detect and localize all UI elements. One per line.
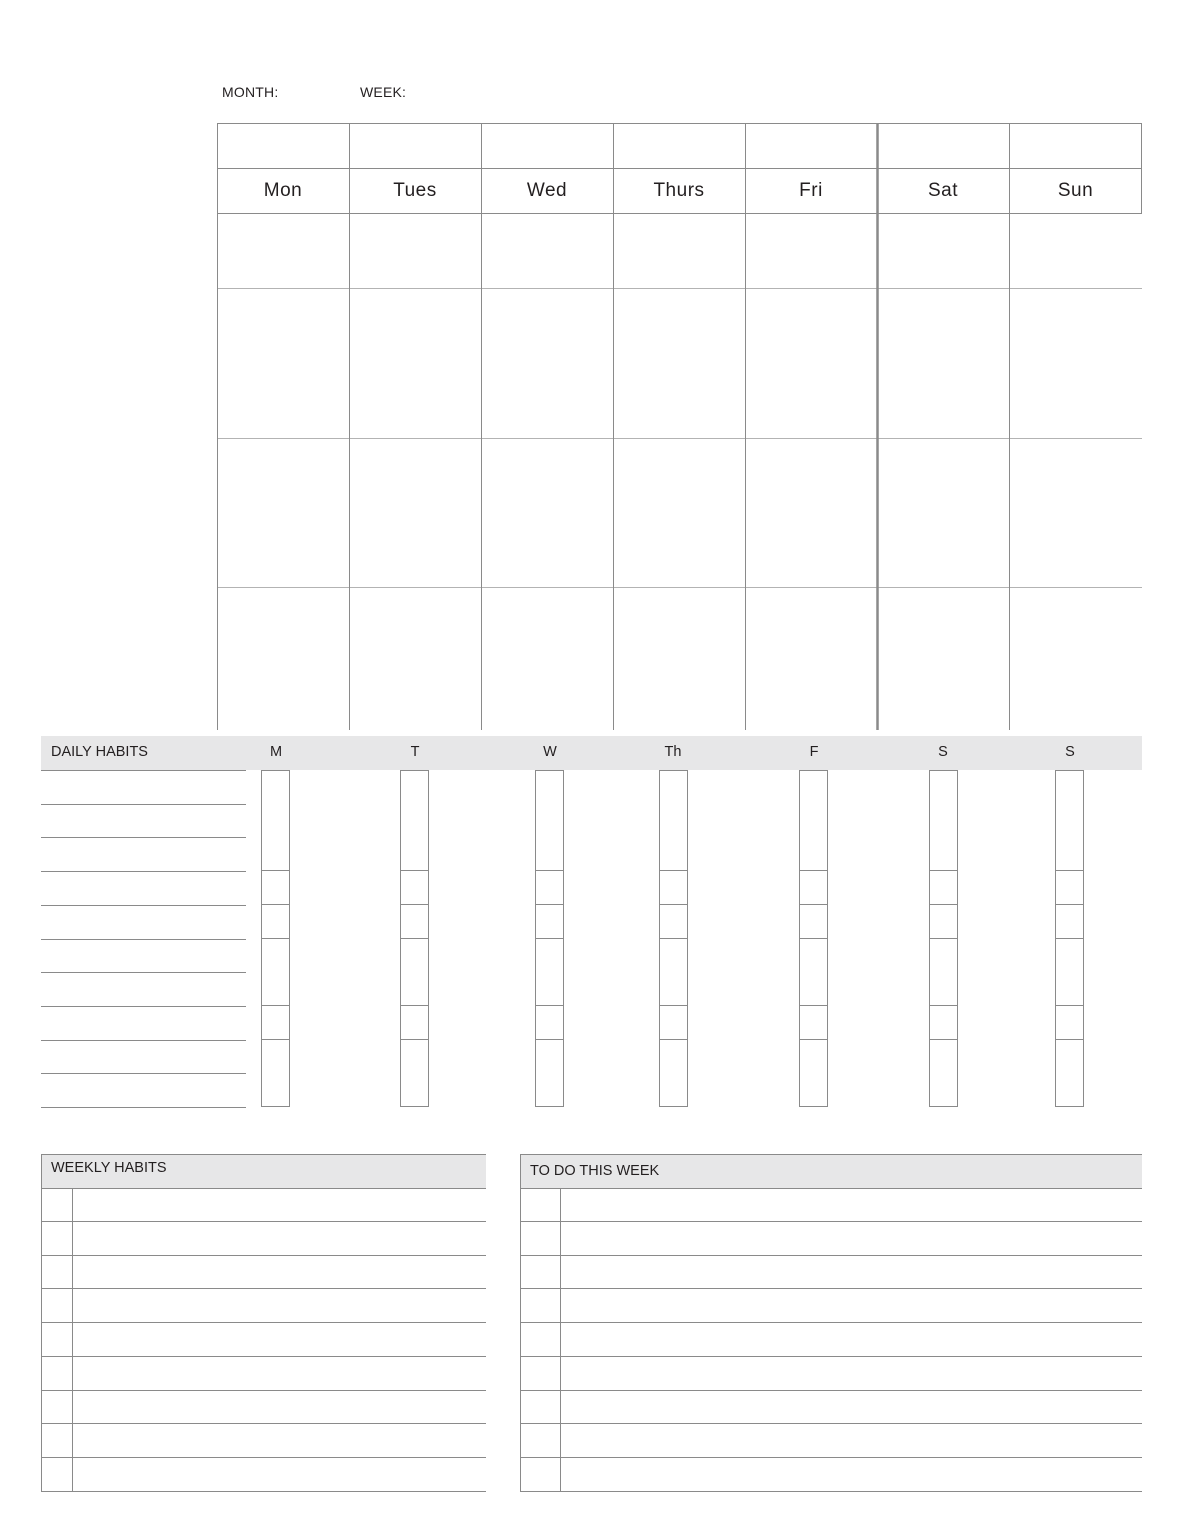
habit-checkbox[interactable] bbox=[400, 1040, 429, 1074]
checkbox-column bbox=[535, 770, 564, 1107]
list-row-checkbox[interactable] bbox=[521, 1222, 561, 1255]
habit-checkbox[interactable] bbox=[659, 972, 688, 1006]
daily-day-m: M bbox=[269, 744, 283, 760]
habit-checkbox[interactable] bbox=[1055, 939, 1084, 973]
daily-day-w: W bbox=[543, 744, 557, 760]
list-row[interactable] bbox=[520, 1390, 1142, 1424]
list-row[interactable] bbox=[520, 1255, 1142, 1289]
day-header-fri: Fri bbox=[799, 180, 823, 201]
habit-checkbox[interactable] bbox=[659, 905, 688, 939]
habit-checkbox[interactable] bbox=[1055, 804, 1084, 838]
habit-checkbox[interactable] bbox=[261, 905, 290, 939]
daily-day-s2: S bbox=[1065, 744, 1075, 760]
habit-checkbox[interactable] bbox=[929, 1006, 958, 1040]
list-row[interactable] bbox=[520, 1424, 1142, 1458]
habit-line[interactable] bbox=[41, 1040, 246, 1041]
habit-checkbox[interactable] bbox=[400, 804, 429, 838]
habit-checkbox[interactable] bbox=[929, 1073, 958, 1107]
habit-checkbox[interactable] bbox=[400, 1073, 429, 1107]
habit-checkbox[interactable] bbox=[261, 1040, 290, 1074]
habit-checkbox[interactable] bbox=[261, 939, 290, 973]
day-header-mon: Mon bbox=[263, 180, 303, 201]
habit-line[interactable] bbox=[41, 804, 246, 805]
habit-checkbox[interactable] bbox=[799, 871, 828, 905]
habit-checkbox[interactable] bbox=[261, 871, 290, 905]
daily-day-f: F bbox=[809, 744, 819, 760]
habit-checkbox[interactable] bbox=[799, 837, 828, 871]
habit-checkbox[interactable] bbox=[659, 1073, 688, 1107]
habit-checkbox[interactable] bbox=[799, 972, 828, 1006]
habit-checkbox[interactable] bbox=[1055, 837, 1084, 871]
habit-checkbox[interactable] bbox=[799, 770, 828, 805]
habit-checkbox[interactable] bbox=[535, 770, 564, 805]
habit-checkbox[interactable] bbox=[799, 804, 828, 838]
list-row-checkbox[interactable] bbox=[42, 1289, 73, 1322]
habit-checkbox[interactable] bbox=[261, 1073, 290, 1107]
habit-checkbox[interactable] bbox=[535, 837, 564, 871]
weekly-habits-title: WEEKLY HABITS bbox=[51, 1160, 167, 1176]
habit-checkbox[interactable] bbox=[929, 871, 958, 905]
habit-checkbox[interactable] bbox=[1055, 1073, 1084, 1107]
list-row[interactable] bbox=[41, 1357, 486, 1391]
habit-checkbox[interactable] bbox=[799, 1073, 828, 1107]
list-row[interactable] bbox=[41, 1255, 486, 1289]
list-row[interactable] bbox=[41, 1390, 486, 1424]
todo-table bbox=[520, 1154, 1142, 1492]
habit-checkbox[interactable] bbox=[400, 972, 429, 1006]
habit-line[interactable] bbox=[41, 1006, 246, 1007]
habit-line[interactable] bbox=[41, 871, 246, 872]
list-row[interactable] bbox=[520, 1188, 1142, 1222]
habit-checkbox[interactable] bbox=[929, 905, 958, 939]
habit-line[interactable] bbox=[41, 972, 246, 973]
habit-checkbox[interactable] bbox=[1055, 905, 1084, 939]
list-row-checkbox[interactable] bbox=[521, 1390, 561, 1423]
checkbox-column bbox=[929, 770, 958, 1107]
habit-checkbox[interactable] bbox=[261, 770, 290, 805]
habit-line[interactable] bbox=[41, 770, 246, 771]
list-row[interactable] bbox=[41, 1289, 486, 1323]
habit-checkbox[interactable] bbox=[1055, 871, 1084, 905]
habit-checkbox[interactable] bbox=[261, 837, 290, 871]
habit-checkbox[interactable] bbox=[1055, 972, 1084, 1006]
habit-checkbox[interactable] bbox=[659, 1006, 688, 1040]
list-row[interactable] bbox=[520, 1222, 1142, 1256]
habit-checkbox[interactable] bbox=[261, 1006, 290, 1040]
list-row-checkbox[interactable] bbox=[42, 1189, 73, 1221]
todo-title: TO DO THIS WEEK bbox=[530, 1163, 660, 1179]
habit-checkbox[interactable] bbox=[535, 1040, 564, 1074]
list-row-checkbox[interactable] bbox=[521, 1357, 561, 1390]
list-row-checkbox[interactable] bbox=[42, 1323, 73, 1356]
list-row-checkbox[interactable] bbox=[521, 1458, 561, 1491]
list-row[interactable] bbox=[520, 1357, 1142, 1391]
list-row-checkbox[interactable] bbox=[521, 1424, 561, 1457]
habit-checkbox[interactable] bbox=[659, 939, 688, 973]
habit-checkbox[interactable] bbox=[929, 972, 958, 1006]
list-row-checkbox[interactable] bbox=[42, 1255, 73, 1288]
habit-line[interactable] bbox=[41, 837, 246, 838]
daily-day-th: Th bbox=[664, 744, 682, 760]
checkbox-column bbox=[400, 770, 429, 1107]
habit-checkbox[interactable] bbox=[535, 804, 564, 838]
list-row-checkbox[interactable] bbox=[42, 1222, 73, 1255]
list-row-checkbox[interactable] bbox=[521, 1323, 561, 1356]
habit-line[interactable] bbox=[41, 905, 246, 906]
habit-checkbox[interactable] bbox=[929, 1040, 958, 1074]
list-row-checkbox[interactable] bbox=[521, 1189, 561, 1221]
list-row-checkbox[interactable] bbox=[521, 1289, 561, 1322]
habit-checkbox[interactable] bbox=[261, 972, 290, 1006]
habit-checkbox[interactable] bbox=[400, 871, 429, 905]
habit-checkbox[interactable] bbox=[929, 939, 958, 973]
habit-checkbox[interactable] bbox=[535, 972, 564, 1006]
habit-checkbox[interactable] bbox=[799, 939, 828, 973]
habit-checkbox[interactable] bbox=[659, 871, 688, 905]
habit-checkbox[interactable] bbox=[400, 770, 429, 805]
habit-checkbox[interactable] bbox=[535, 1073, 564, 1107]
habit-checkbox[interactable] bbox=[400, 939, 429, 973]
habit-checkbox[interactable] bbox=[929, 770, 958, 805]
week-label: WEEK: bbox=[360, 84, 407, 100]
list-row-checkbox[interactable] bbox=[42, 1424, 73, 1457]
habit-checkbox[interactable] bbox=[400, 1006, 429, 1040]
daily-habits-title: DAILY HABITS bbox=[51, 744, 148, 760]
habit-checkbox[interactable] bbox=[799, 905, 828, 939]
habit-checkbox[interactable] bbox=[799, 1006, 828, 1040]
habit-checkbox[interactable] bbox=[400, 905, 429, 939]
checkbox-column bbox=[261, 770, 290, 1107]
list-row-checkbox[interactable] bbox=[521, 1255, 561, 1288]
list-row[interactable] bbox=[41, 1458, 486, 1492]
habit-checkbox[interactable] bbox=[929, 837, 958, 871]
habit-checkbox[interactable] bbox=[659, 1040, 688, 1074]
day-header-thurs: Thurs bbox=[653, 180, 705, 201]
month-label: MONTH: bbox=[222, 84, 279, 100]
list-row[interactable] bbox=[41, 1323, 486, 1357]
habit-checkbox[interactable] bbox=[535, 905, 564, 939]
habit-checkbox[interactable] bbox=[261, 804, 290, 838]
habit-checkbox[interactable] bbox=[1055, 1006, 1084, 1040]
daily-day-t: T bbox=[410, 744, 420, 760]
daily-habits-header-bar bbox=[41, 736, 1142, 770]
habit-checkbox[interactable] bbox=[535, 939, 564, 973]
daily-day-s1: S bbox=[938, 744, 948, 760]
habit-line[interactable] bbox=[41, 939, 246, 940]
day-header-sat: Sat bbox=[927, 180, 959, 201]
habit-checkbox[interactable] bbox=[400, 837, 429, 871]
list-row[interactable] bbox=[41, 1222, 486, 1256]
list-row-checkbox[interactable] bbox=[42, 1390, 73, 1423]
list-row-checkbox[interactable] bbox=[42, 1357, 73, 1390]
habit-checkbox[interactable] bbox=[659, 804, 688, 838]
habit-checkbox[interactable] bbox=[1055, 770, 1084, 805]
habit-line[interactable] bbox=[41, 1107, 246, 1108]
habit-checkbox[interactable] bbox=[535, 871, 564, 905]
weekly-calendar-grid bbox=[0, 0, 1188, 740]
habit-checkbox[interactable] bbox=[929, 804, 958, 838]
list-row[interactable] bbox=[520, 1458, 1142, 1492]
habit-checkbox[interactable] bbox=[1055, 1040, 1084, 1074]
weekly-habits-table bbox=[41, 1154, 486, 1492]
list-row[interactable] bbox=[520, 1323, 1142, 1357]
habit-checkbox[interactable] bbox=[799, 1040, 828, 1074]
habit-checkbox[interactable] bbox=[535, 1006, 564, 1040]
day-header-wed: Wed bbox=[526, 180, 568, 201]
list-row[interactable] bbox=[41, 1188, 486, 1222]
day-header-tues: Tues bbox=[393, 180, 437, 201]
checkbox-column bbox=[1055, 770, 1084, 1107]
habit-line[interactable] bbox=[41, 1073, 246, 1074]
day-header-sun: Sun bbox=[1057, 180, 1094, 201]
habit-checkbox[interactable] bbox=[659, 770, 688, 805]
checkbox-column bbox=[799, 770, 828, 1107]
habit-checkbox[interactable] bbox=[659, 837, 688, 871]
list-row[interactable] bbox=[520, 1289, 1142, 1323]
list-row[interactable] bbox=[41, 1424, 486, 1458]
checkbox-column bbox=[659, 770, 688, 1107]
list-row-checkbox[interactable] bbox=[42, 1458, 73, 1491]
